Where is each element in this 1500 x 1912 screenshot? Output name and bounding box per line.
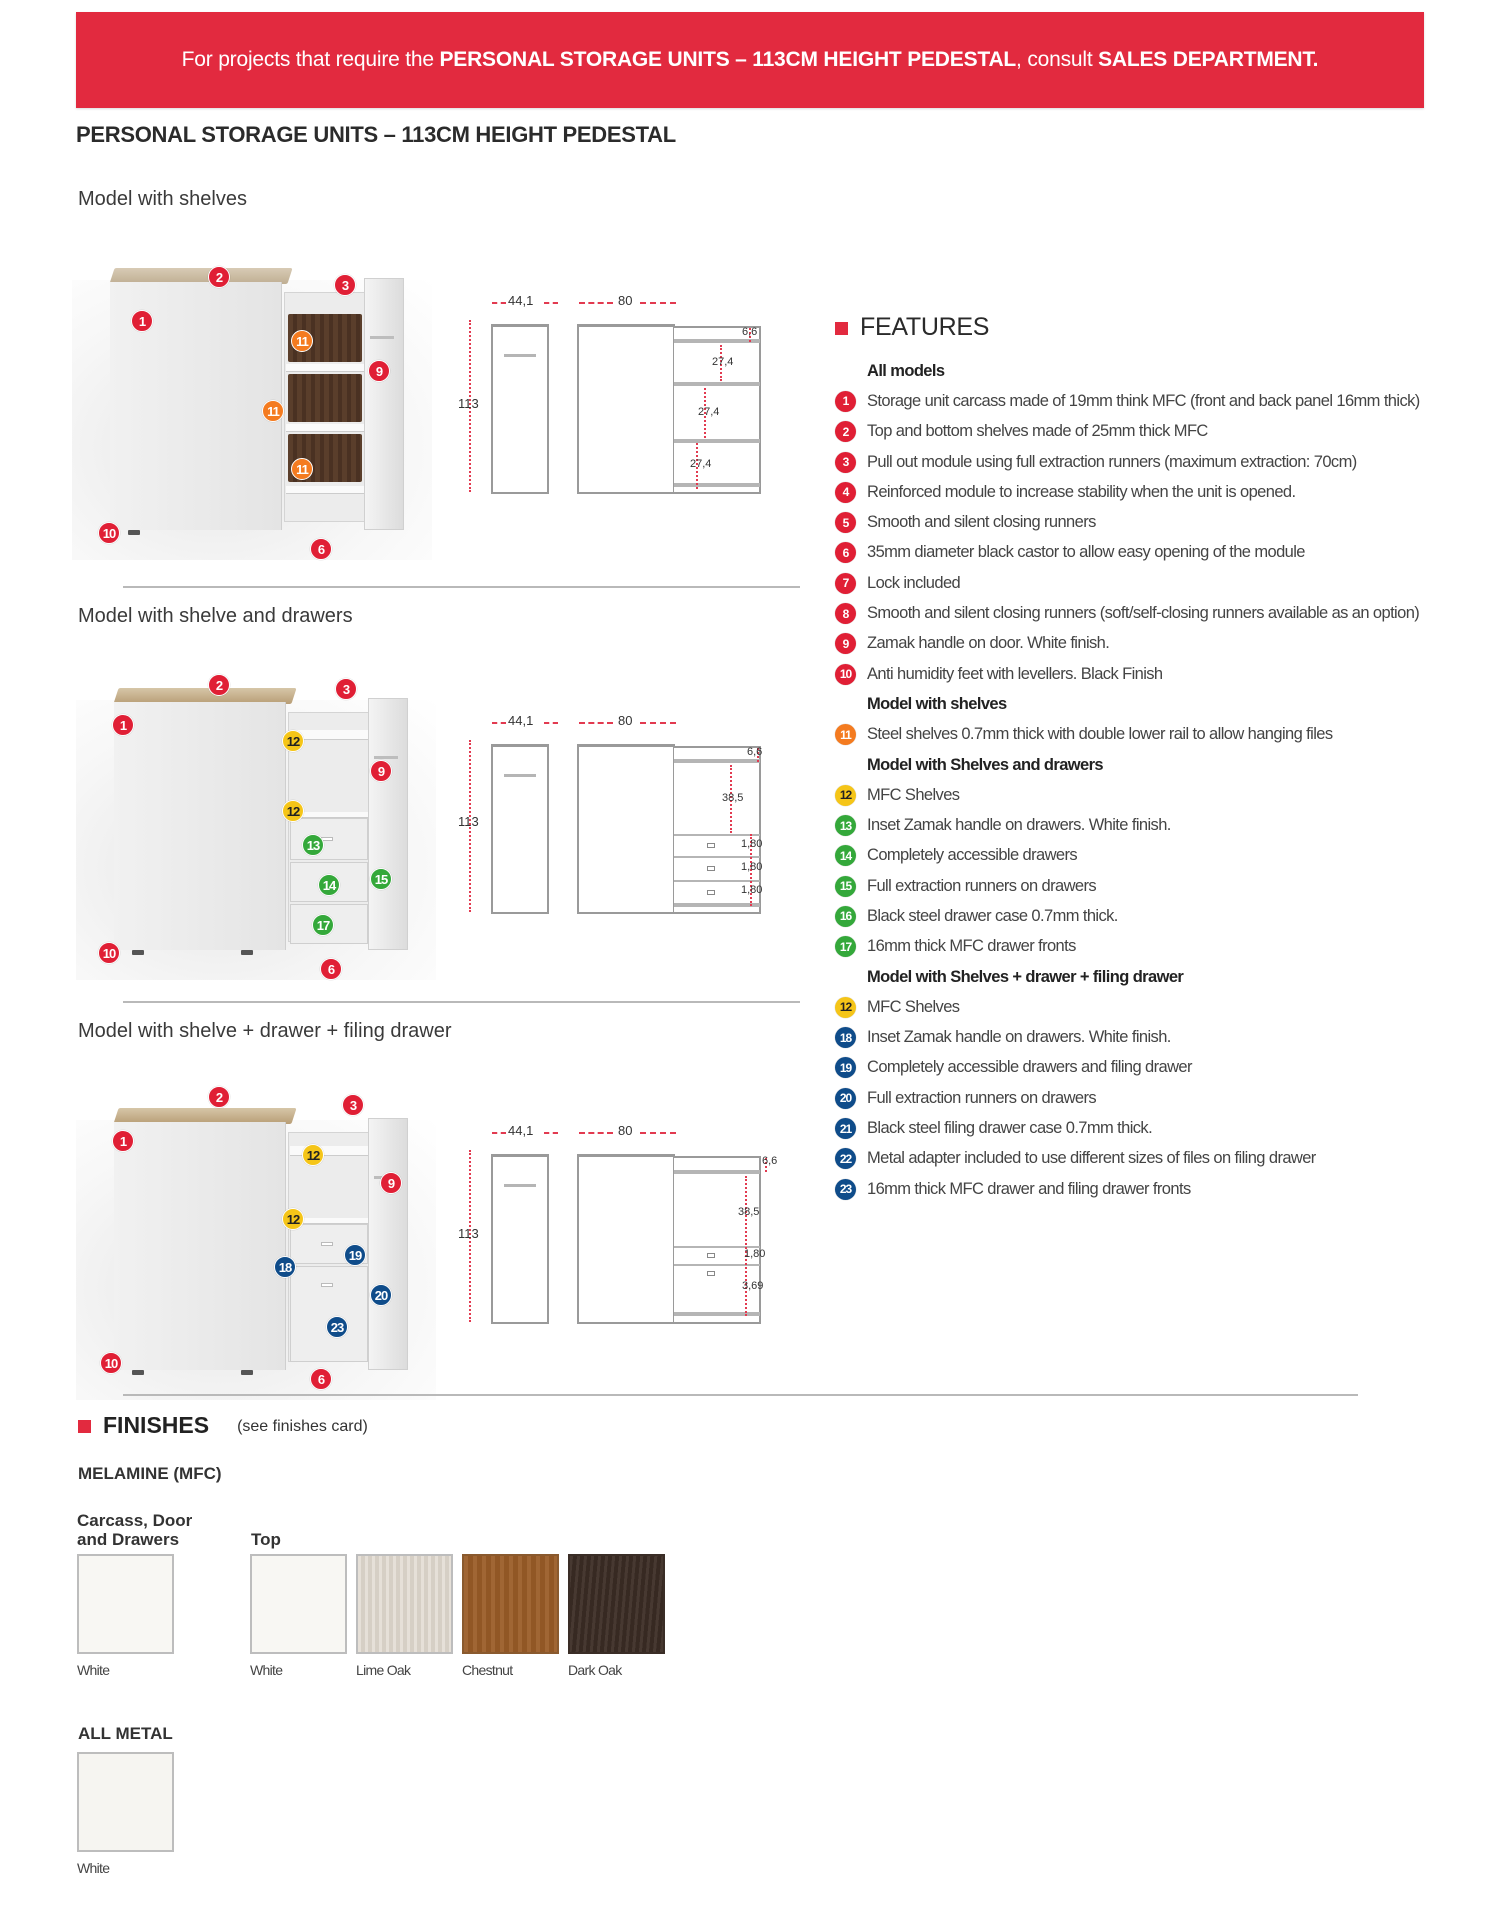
feature-item [835,417,1435,447]
feature-item [835,1174,1435,1204]
dimension-label: 27,4 [698,406,720,418]
feature-text: Top and bottom shelves made of 25mm thick MFC [867,422,1208,441]
feature-item [835,871,1435,901]
swatch-name: Lime Oak [356,1662,411,1678]
feature-text: Steel shelves 0.7mm thick with double lower rail to allow hanging files [867,725,1333,744]
features-heading [835,313,1435,342]
feature-subheading [835,750,1435,780]
red-square-icon [78,1420,91,1433]
swatch-top-lime-oak [356,1554,453,1654]
dimension-label: 38,5 [738,1206,760,1218]
feature-number-badge: 11 [835,724,856,745]
feature-number-badge: 12 [835,785,856,806]
callout-badge: 17 [312,914,334,936]
callout-badge: 6 [310,538,332,560]
finishes-title: FINISHES [103,1412,210,1438]
section-divider [123,586,800,588]
swatch-name: White [250,1662,283,1678]
feature-item [835,629,1435,659]
callout-badge: 20 [370,1284,392,1306]
feature-item [835,659,1435,689]
red-square-icon [835,322,848,335]
feature-number-badge: 2 [835,421,856,442]
callout-badge: 9 [370,760,392,782]
feature-item [835,992,1435,1022]
callout-badge: 11 [262,400,284,422]
feature-text: Lock included [867,573,961,592]
feature-item [835,901,1435,931]
feature-number-badge: 3 [835,452,856,473]
width-dimension: 80 [618,293,633,308]
dimension-label: 38,5 [722,792,744,804]
callout-badge: 12 [282,1208,304,1230]
feature-number-badge: 23 [835,1179,856,1200]
banner-prefix: For projects that require the [181,48,440,71]
feature-item [835,447,1435,477]
banner-department: SALES DEPARTMENT. [1098,48,1319,71]
feature-number-badge: 10 [835,664,856,685]
feature-item [835,1083,1435,1113]
callout-badge: 11 [291,330,313,352]
callout-badge: 1 [112,1130,134,1152]
feature-text: MFC Shelves [867,997,960,1016]
feature-text: 16mm thick MFC drawer and filing drawer fronts [867,1179,1191,1198]
feature-text: MFC Shelves [867,785,960,804]
feature-text: Black steel filing drawer case 0.7mm thick. [867,1119,1153,1138]
feature-number-badge: 1 [835,391,856,412]
depth-dimension: 44,1 [508,293,534,308]
carcass-label [77,1511,192,1549]
features-panel [835,313,1435,1204]
callout-badge: 1 [131,310,153,332]
feature-number-badge: 13 [835,815,856,836]
feature-item [835,1023,1435,1053]
swatch-top-dark-oak [568,1554,665,1654]
feature-text: Zamak handle on door. White finish. [867,634,1110,653]
callout-badge: 15 [370,868,392,890]
feature-text: Completely accessible drawers and filing drawer [867,1058,1192,1077]
callout-badge: 10 [98,522,120,544]
feature-subheading-text: Model with shelves [867,694,1007,713]
feature-text: Smooth and silent closing runners [867,513,1096,532]
callout-badge: 12 [282,800,304,822]
width-dimension: 80 [618,713,633,728]
callout-badge: 12 [282,730,304,752]
feature-number-badge: 19 [835,1057,856,1078]
feature-subheading [835,962,1435,992]
feature-text: Inset Zamak handle on drawers. White finish. [867,816,1171,835]
swatch-carcass-white [77,1554,174,1654]
callout-badge: 1 [112,714,134,736]
sales-notice-banner [76,12,1424,108]
feature-number-badge: 5 [835,512,856,533]
dimension-label: 6,6 [747,746,763,758]
dimension-label: 1,80 [741,838,763,850]
product-image-shelves [72,240,432,560]
feature-subheading [835,356,1435,386]
feature-number-badge: 16 [835,906,856,927]
callout-badge: 3 [334,274,356,296]
model-label-shelve-drawers: Model with shelve and drawers [78,605,353,627]
section-divider [123,1001,800,1003]
feature-item [835,932,1435,962]
feature-item [835,1113,1435,1143]
technical-drawing-shelves [458,290,762,500]
feature-subheading-text: All models [867,361,945,380]
feature-item [835,507,1435,537]
dimension-label: 6,6 [742,326,758,338]
callout-badge: 18 [274,1256,296,1278]
feature-text: Metal adapter included to use different sizes of files on filing drawer [867,1149,1316,1168]
feature-subheading [835,689,1435,719]
feature-text: Black steel drawer case 0.7mm thick. [867,906,1118,925]
dimension-label: 27,4 [712,356,734,368]
depth-dimension: 44,1 [508,713,534,728]
height-dimension: 113 [458,1226,479,1241]
feature-number-badge: 22 [835,1148,856,1169]
dimension-label: 1,80 [741,884,763,896]
feature-number-badge: 8 [835,603,856,624]
feature-text: Inset Zamak handle on drawers. White finish. [867,1028,1171,1047]
callout-badge: 11 [291,458,313,480]
feature-item [835,568,1435,598]
feature-number-badge: 4 [835,482,856,503]
feature-item [835,598,1435,628]
feature-subheading-text: Model with Shelves + drawer + filing drawer [867,967,1184,986]
callout-badge: 10 [100,1352,122,1374]
product-image-shelve-drawers [76,660,436,980]
callout-badge: 3 [335,678,357,700]
melamine-title: MELAMINE (MFC) [78,1464,222,1483]
dimension-label: 3,69 [742,1280,764,1292]
callout-badge: 2 [208,674,230,696]
feature-text: Anti humidity feet with levellers. Black Finish [867,664,1163,683]
model-label-shelve-drawer-filing: Model with shelve + drawer + filing drawer [78,1020,452,1042]
callout-badge: 14 [318,874,340,896]
callout-badge: 3 [342,1094,364,1116]
banner-middle: , consult [1016,48,1099,71]
feature-number-badge: 20 [835,1088,856,1109]
feature-subheading-text: Model with Shelves and drawers [867,755,1103,774]
finishes-note: (see finishes card) [237,1417,368,1435]
swatch-name: White [77,1662,110,1678]
feature-text: Reinforced module to increase stability when the unit is opened. [867,482,1296,501]
dimension-label: 6,6 [762,1155,778,1167]
feature-text: Full extraction runners on drawers [867,876,1097,895]
swatch-top-chestnut [462,1554,559,1654]
feature-item [835,386,1435,416]
callout-badge: 2 [208,266,230,288]
feature-number-badge: 14 [835,845,856,866]
feature-number-badge: 12 [835,997,856,1018]
swatch-name: White [77,1860,110,1876]
swatch-name: Dark Oak [568,1662,622,1678]
swatch-metal-white [77,1752,174,1852]
finishes-heading [78,1412,368,1439]
feature-text: Smooth and silent closing runners (soft/self-closing runners available as an option) [867,604,1420,623]
feature-text: Completely accessible drawers [867,846,1078,865]
feature-item [835,780,1435,810]
callout-badge: 2 [208,1086,230,1108]
features-list [835,356,1435,1204]
feature-number-badge: 15 [835,876,856,897]
technical-drawing-shelve-drawer-filing [458,1120,778,1330]
feature-item [835,1144,1435,1174]
product-image-shelve-drawer-filing [76,1080,436,1400]
page-title: PERSONAL STORAGE UNITS – 113CM HEIGHT PEDESTAL [76,122,676,147]
height-dimension: 113 [458,396,479,411]
feature-item [835,477,1435,507]
top-label: Top [251,1530,281,1549]
feature-text: Full extraction runners on drawers [867,1088,1097,1107]
section-divider [123,1394,1358,1396]
feature-number-badge: 9 [835,633,856,654]
swatch-name: Chestnut [462,1662,513,1678]
feature-item [835,720,1435,750]
feature-text: Pull out module using full extraction runners (maximum extraction: 70cm) [867,452,1357,471]
callout-badge: 9 [380,1172,402,1194]
features-title: FEATURES [860,313,990,341]
model-label-shelves: Model with shelves [78,188,247,210]
feature-number-badge: 7 [835,573,856,594]
feature-item [835,538,1435,568]
technical-drawing-shelve-drawers [458,710,763,920]
dimension-label: 27,4 [690,458,712,470]
callout-badge: 12 [302,1144,324,1166]
feature-number-badge: 18 [835,1027,856,1048]
dimension-label: 1,80 [741,861,763,873]
feature-number-badge: 6 [835,542,856,563]
width-dimension: 80 [618,1123,633,1138]
feature-text: 35mm diameter black castor to allow easy opening of the module [867,543,1305,562]
feature-number-badge: 17 [835,936,856,957]
carcass-label-line1: Carcass, Door [77,1511,193,1530]
depth-dimension: 44,1 [508,1123,534,1138]
callout-badge: 10 [98,942,120,964]
callout-badge: 6 [310,1368,332,1390]
callout-badge: 13 [302,834,324,856]
swatch-top-white [250,1554,347,1654]
feature-item [835,1053,1435,1083]
callout-badge: 19 [344,1244,366,1266]
feature-item [835,841,1435,871]
callout-badge: 23 [326,1316,348,1338]
banner-product: PERSONAL STORAGE UNITS – 113CM HEIGHT PEDESTAL [439,48,1017,71]
feature-text: Storage unit carcass made of 19mm think MFC (front and back panel 16mm thick) [867,391,1420,410]
callout-badge: 9 [368,360,390,382]
height-dimension: 113 [458,814,479,829]
dimension-label: 1,80 [744,1248,766,1260]
carcass-label-line2: and Drawers [77,1530,180,1549]
all-metal-title: ALL METAL [78,1724,173,1743]
callout-badge: 6 [320,958,342,980]
feature-item [835,810,1435,840]
feature-text: 16mm thick MFC drawer fronts [867,937,1076,956]
feature-number-badge: 21 [835,1118,856,1139]
